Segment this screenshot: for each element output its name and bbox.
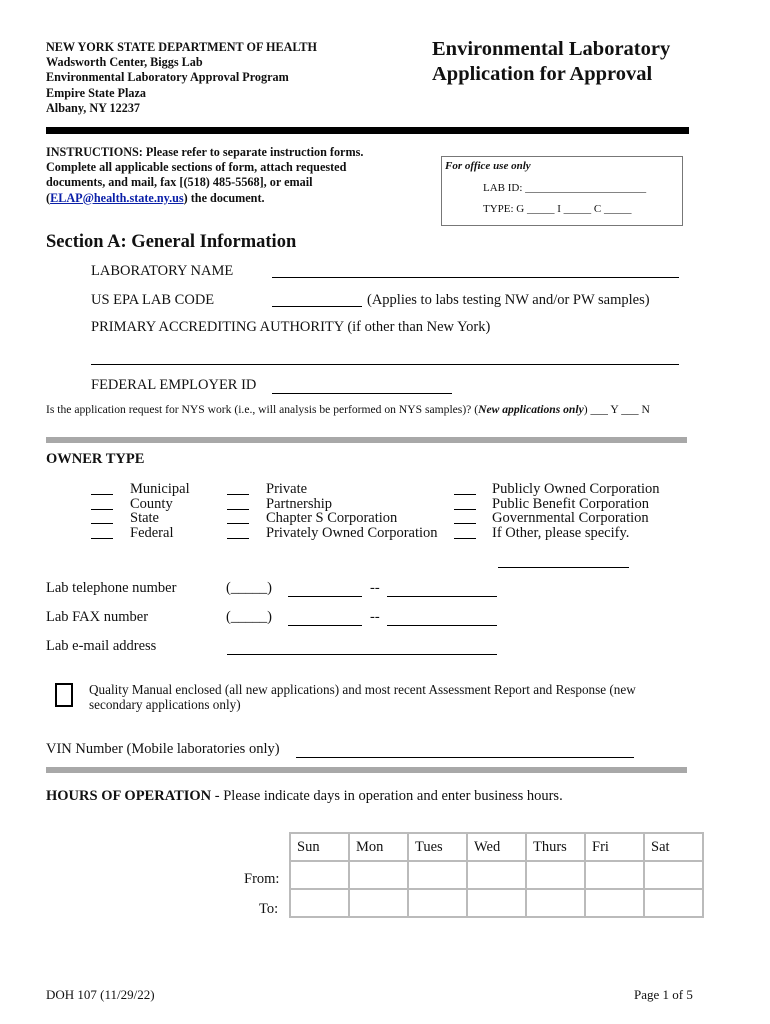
from-mon-cell[interactable]: [349, 861, 408, 889]
hours-heading: [46, 788, 563, 805]
owner-option-privately-owned[interactable]: [227, 524, 438, 541]
lab-phone-label: Lab telephone number: [46, 580, 177, 596]
quality-manual-checkbox[interactable]: [55, 683, 73, 707]
day-header-wed: Wed: [467, 833, 526, 861]
owner-option-partnership[interactable]: [227, 495, 333, 512]
agency-line: Environmental Laboratory Approval Program: [46, 70, 289, 85]
owner-option-label: State: [130, 510, 159, 527]
header-divider: [46, 127, 689, 134]
instructions-text: INSTRUCTIONS: Please refer to separate instruction forms. Complete all applicable sections of form, attach requested documents, and mail, fax [(518) 485-5568], or email (: [46, 145, 364, 205]
day-header-sat: Sat: [644, 833, 703, 861]
hours-table: [289, 832, 704, 918]
nys-question-emphasis: New applications only: [478, 403, 584, 416]
owner-option-label: Public Benefit Corporation: [492, 495, 650, 512]
owner-option-public-benefit[interactable]: [454, 495, 650, 512]
owner-option-label: Chapter S Corporation: [266, 510, 398, 527]
accrediting-authority-label: PRIMARY ACCREDITING AUTHORITY (if other than New York): [91, 319, 491, 335]
agency-line: NEW YORK STATE DEPARTMENT OF HEALTH: [46, 40, 318, 54]
hours-header-row: [290, 833, 703, 861]
lab-name-input[interactable]: [272, 262, 679, 278]
owner-option-label: If Other, please specify.: [492, 524, 630, 541]
hours-instruction: - Please indicate days in operation and enter business hours.: [211, 788, 563, 804]
section-a-title: Section A: General Information: [46, 232, 297, 252]
epa-code-label: US EPA LAB CODE: [91, 292, 215, 308]
lab-phone-number-input[interactable]: [387, 582, 497, 597]
owner-option-governmental[interactable]: [454, 510, 649, 527]
owner-checkbox-blank[interactable]: [454, 497, 476, 510]
owner-type-col-2: [227, 481, 438, 541]
epa-code-note: (Applies to labs testing NW and/or PW samples): [367, 292, 650, 308]
owner-checkbox-blank[interactable]: [454, 511, 476, 524]
hours-title: HOURS OF OPERATION: [46, 788, 212, 804]
owner-option-label: Municipal: [130, 481, 190, 497]
office-use-box: [441, 156, 683, 226]
owner-checkbox-blank[interactable]: [227, 482, 249, 495]
page-number: Page 1 of 5: [634, 987, 693, 1002]
office-use-title: For office use only: [445, 160, 531, 172]
nys-work-question: [46, 403, 650, 416]
quality-manual-text: Quality Manual enclosed (all new applications) and most recent Assessment Report and Response (new secondary applications only): [89, 682, 636, 712]
day-header-tues: Tues: [408, 833, 467, 861]
vin-label: VIN Number (Mobile laboratories only): [46, 741, 280, 757]
owner-option-label: Private: [266, 481, 308, 497]
agency-line: Albany, NY 12237: [46, 100, 141, 115]
lab-name-label: LABORATORY NAME: [91, 263, 234, 279]
to-sun-cell[interactable]: [290, 889, 349, 917]
fein-label: FEDERAL EMPLOYER ID: [91, 377, 257, 393]
fein-input[interactable]: [272, 379, 452, 394]
owner-option-label: Federal: [130, 524, 174, 541]
owner-option-label: Governmental Corporation: [492, 510, 649, 527]
agency-address: [46, 40, 317, 116]
hours-to-row: [290, 889, 703, 917]
hours-from-row: [290, 861, 703, 889]
owner-checkbox-blank[interactable]: [91, 511, 113, 524]
owner-option-label: County: [130, 495, 173, 512]
type-field: TYPE: G _____ I _____ C _____: [483, 203, 632, 215]
owner-option-other[interactable]: [454, 524, 630, 541]
owner-option-county[interactable]: [91, 495, 173, 512]
owner-checkbox-blank[interactable]: [91, 526, 113, 539]
lab-id-field: LAB ID: ______________________: [483, 182, 647, 194]
lab-fax-prefix-input[interactable]: [288, 611, 362, 626]
owner-option-label: Privately Owned Corporation: [266, 524, 438, 541]
to-thurs-cell[interactable]: [526, 889, 585, 917]
hours-to-label: To:: [259, 901, 279, 917]
owner-other-specify-input[interactable]: [498, 553, 629, 568]
instructions: [46, 145, 406, 206]
owner-option-publicly-owned[interactable]: [454, 481, 660, 497]
to-tues-cell[interactable]: [408, 889, 467, 917]
owner-type-col-3: [454, 481, 660, 541]
owner-checkbox-blank[interactable]: [227, 526, 249, 539]
owner-type-col-1: [91, 481, 190, 541]
vin-input[interactable]: [296, 743, 634, 758]
from-sun-cell[interactable]: [290, 861, 349, 889]
form-title: [432, 37, 670, 87]
lab-fax-label: Lab FAX number: [46, 609, 149, 625]
phone-dash: --: [370, 580, 380, 596]
fax-dash: --: [370, 609, 380, 625]
owner-option-label: Publicly Owned Corporation: [492, 481, 660, 497]
owner-checkbox-blank[interactable]: [454, 482, 476, 495]
owner-option-federal[interactable]: [91, 524, 174, 541]
owner-option-municipal[interactable]: [91, 481, 190, 497]
owner-option-chapter-s[interactable]: [227, 510, 398, 527]
owner-type-title: OWNER TYPE: [46, 451, 145, 467]
from-thurs-cell[interactable]: [526, 861, 585, 889]
elap-email-link[interactable]: ELAP@health.state.ny.us: [50, 190, 184, 205]
day-header-thurs: Thurs: [526, 833, 585, 861]
from-fri-cell[interactable]: [585, 861, 644, 889]
day-header-mon: Mon: [349, 833, 408, 861]
lab-phone-area-code[interactable]: (_____): [226, 580, 272, 596]
owner-checkbox-blank[interactable]: [454, 526, 476, 539]
from-wed-cell[interactable]: [467, 861, 526, 889]
section-divider: [46, 767, 687, 773]
form-id: DOH 107 (11/29/22): [46, 987, 155, 1002]
owner-option-state[interactable]: [91, 510, 159, 527]
owner-checkbox-blank[interactable]: [227, 511, 249, 524]
hours-from-label: From:: [244, 871, 280, 887]
lab-email-label: Lab e-mail address: [46, 638, 157, 654]
from-tues-cell[interactable]: [408, 861, 467, 889]
owner-option-private[interactable]: [227, 481, 308, 497]
agency-line: Wadsworth Center, Biggs Lab: [46, 55, 203, 70]
owner-checkbox-blank[interactable]: [227, 497, 249, 510]
day-header-sun: Sun: [290, 833, 349, 861]
day-header-fri: Fri: [585, 833, 644, 861]
from-sat-cell[interactable]: [644, 861, 703, 889]
lab-email-input[interactable]: [227, 640, 497, 655]
to-sat-cell[interactable]: [644, 889, 703, 917]
nys-yes-no-options[interactable]: ) ___ Y ___ N: [583, 403, 650, 416]
lab-phone-prefix-input[interactable]: [288, 582, 362, 597]
owner-checkbox-blank[interactable]: [91, 482, 113, 495]
lab-fax-number-input[interactable]: [387, 611, 497, 626]
owner-checkbox-blank[interactable]: [91, 497, 113, 510]
lab-fax-area-code[interactable]: (_____): [226, 609, 272, 625]
form-title-line: Application for Approval: [432, 63, 653, 85]
to-mon-cell[interactable]: [349, 889, 408, 917]
accrediting-authority-input[interactable]: [91, 350, 679, 365]
nys-question-text: Is the application request for NYS work (i.e., will analysis be performed on NYS samples)? (: [46, 403, 479, 416]
form-title-line: Environmental Laboratory: [432, 38, 671, 60]
to-wed-cell[interactable]: [467, 889, 526, 917]
owner-option-label: Partnership: [266, 495, 333, 512]
to-fri-cell[interactable]: [585, 889, 644, 917]
epa-code-input[interactable]: [272, 292, 362, 307]
agency-line: Empire State Plaza: [46, 85, 146, 100]
section-divider: [46, 437, 687, 443]
instructions-text-end: ) the document.: [183, 190, 265, 205]
